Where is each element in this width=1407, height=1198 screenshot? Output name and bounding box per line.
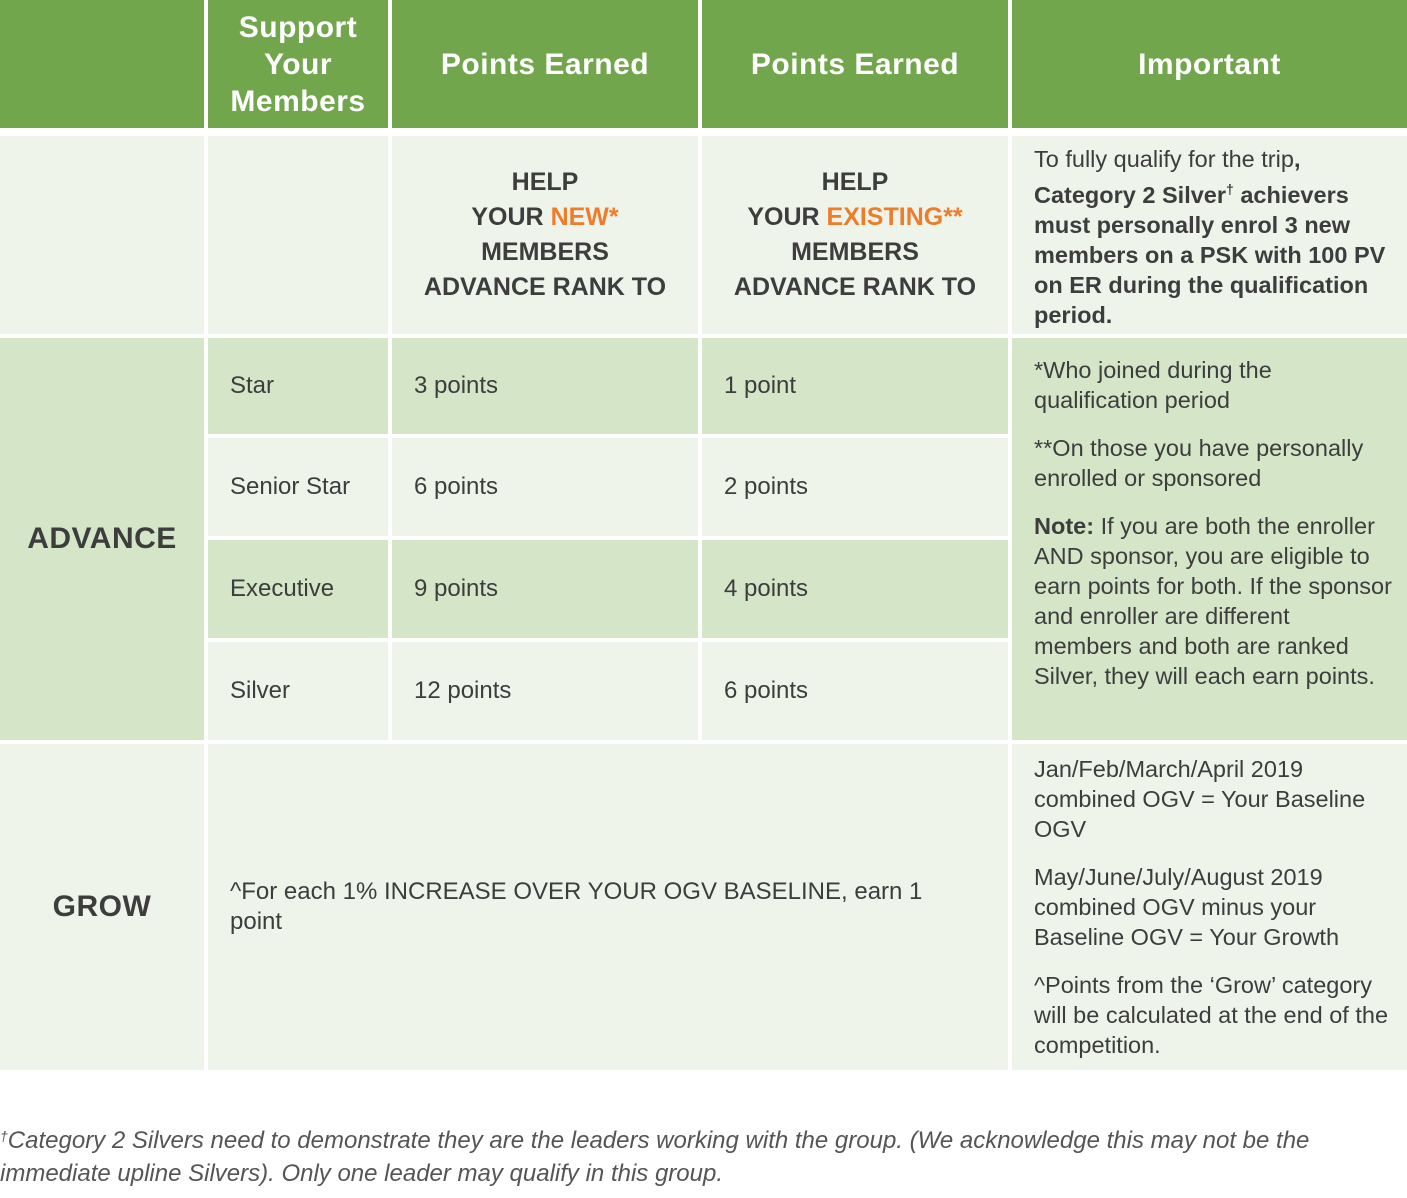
header-support-your-members: Support Your Members — [208, 0, 388, 128]
header-important: Important — [1012, 0, 1407, 128]
grow-notes — [1012, 744, 1407, 1070]
existing-points-senior-star: 2 points — [702, 438, 1008, 536]
rank-star: Star — [208, 338, 388, 434]
rank-senior-star: Senior Star — [208, 438, 388, 536]
new-points-senior-star: 6 points — [392, 438, 698, 536]
existing-points-star: 1 point — [702, 338, 1008, 434]
note-grow-points: ^Points from the ‘Grow’ category will be calculated at the end of the competition. — [1034, 972, 1389, 1058]
header-empty-cell — [0, 0, 204, 128]
rank-executive: Executive — [208, 540, 388, 638]
footnote: †Category 2 Silvers need to demonstrate they are the leaders working with the group. (We acknowledge this may not be the immediate upline Silvers). Only one leader may qualify in this group. — [0, 1127, 1310, 1187]
subheader-empty-2 — [208, 136, 388, 334]
existing-points-executive: 4 points — [702, 540, 1008, 638]
note-new-members: *Who joined during the qualification period — [1034, 357, 1272, 413]
important-qualification-note: To fully qualify for the trip, Category 2 Silver† achievers must personally enrol 3 new members on a PSK with 100 PV on ER during the qualification period. — [1012, 136, 1407, 334]
existing-points-silver: 6 points — [702, 642, 1008, 740]
existing-highlight: EXISTING** — [826, 203, 963, 231]
grow-description: ^For each 1% INCREASE OVER YOUR OGV BASELINE, earn 1 point — [208, 744, 1008, 1070]
new-highlight: NEW* — [550, 203, 619, 231]
note-baseline: Jan/Feb/March/April 2019 combined OGV = Your Baseline OGV — [1034, 756, 1366, 842]
advance-label: ADVANCE — [0, 338, 204, 740]
new-points-executive: 9 points — [392, 540, 698, 638]
subheader-existing-members: HELP YOUR EXISTING** MEMBERS ADVANCE RANK TO — [702, 136, 1008, 334]
grow-label: GROW — [0, 744, 204, 1070]
subheader-empty-1 — [0, 136, 204, 334]
header-points-earned-existing: Points Earned — [702, 0, 1008, 128]
rank-silver: Silver — [208, 642, 388, 740]
note-existing-members: **On those you have personally enrolled or sponsored — [1034, 435, 1364, 491]
note-growth: May/June/July/August 2019 combined OGV minus your Baseline OGV = Your Growth — [1034, 864, 1340, 950]
subheader-new-members: HELP YOUR NEW* MEMBERS ADVANCE RANK TO — [392, 136, 698, 334]
note-enroller-sponsor: Note: If you are both the enroller AND sponsor, you are eligible to earn points for both. If the sponsor and enroller are different members and both are ranked Silver, they will each earn points. — [1034, 513, 1392, 689]
header-points-earned-new: Points Earned — [392, 0, 698, 128]
new-points-star: 3 points — [392, 338, 698, 434]
advance-notes — [1012, 338, 1407, 740]
new-points-silver: 12 points — [392, 642, 698, 740]
